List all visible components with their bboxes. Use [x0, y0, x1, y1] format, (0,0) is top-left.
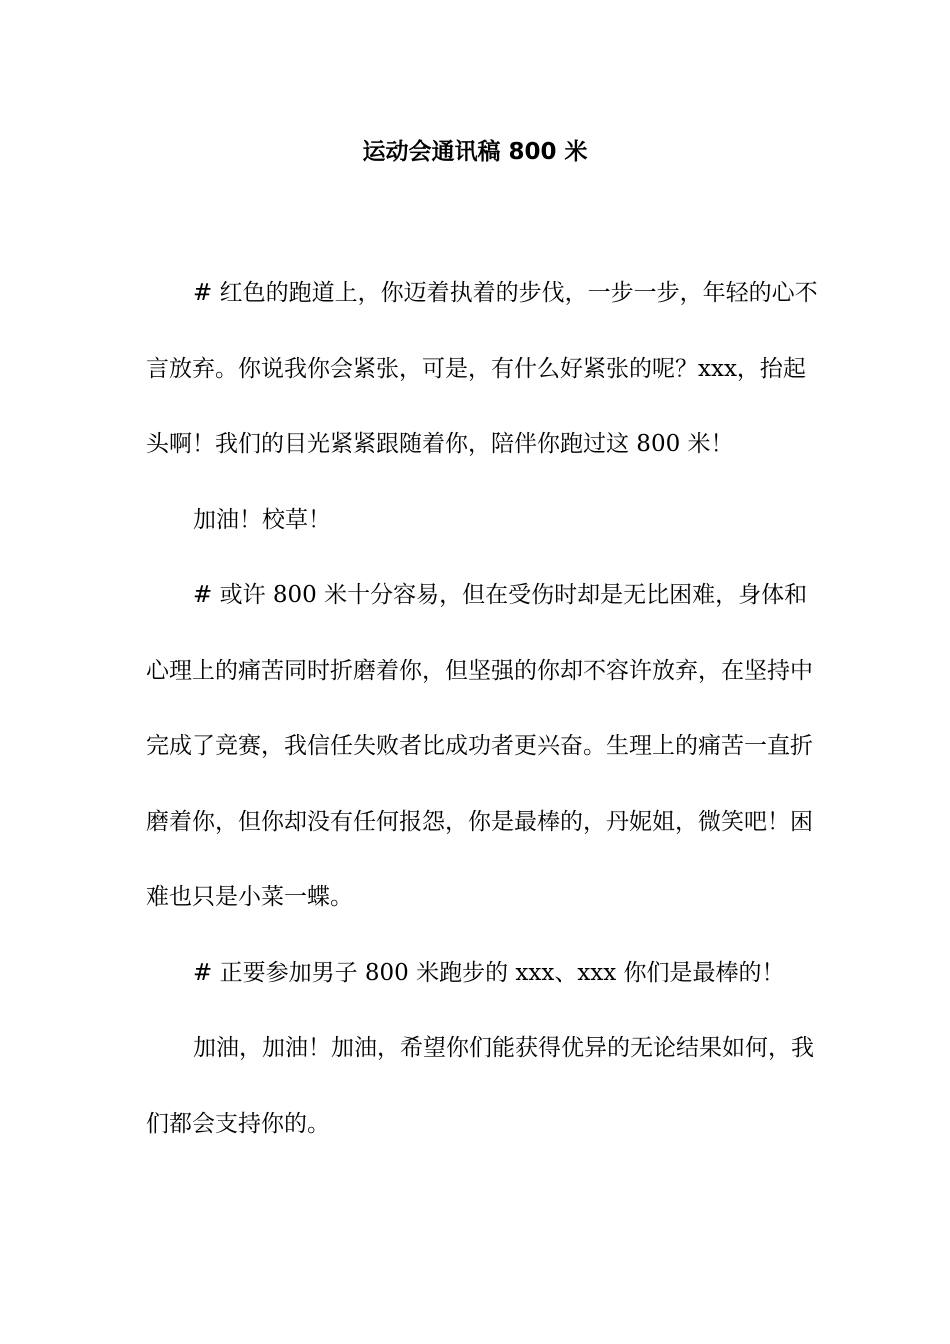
document-title: 运动会通讯稿 800 米	[362, 139, 588, 165]
paragraph-3: # 或许 800 米十分容易，但在受伤时却是无比困难，身体和心理上的痛苦同时折磨着你，但坚强的你却不容许放弃，在坚持中完成了竞赛，我信任失败者比成功者更兴奋。生理上的痛苦一直折磨着你，但你却没有任何报怨，你是最棒的，丹妮姐，微笑吧！困难也只是小菜一蝶。	[146, 582, 813, 910]
document-body	[146, 256, 826, 1162]
paragraph-4: # 正要参加男子 800 米跑步的 xxx、xxx 你们是最棒的！	[193, 959, 785, 986]
paragraph-1: # 红色的跑道上，你迈着执着的步伐，一步一步，年轻的心不言放弃。你说我你会紧张，可是，有什么好紧张的呢？xxx，抬起头啊！我们的目光紧紧跟随着你，陪伴你跑过这 800 米！	[146, 280, 818, 457]
paragraph-5: 加油，加油！加油，希望你们能获得优异的无论结果如何，我们都会支持你的。	[146, 1035, 814, 1137]
paragraph-2: 加油！校草！	[193, 506, 331, 533]
